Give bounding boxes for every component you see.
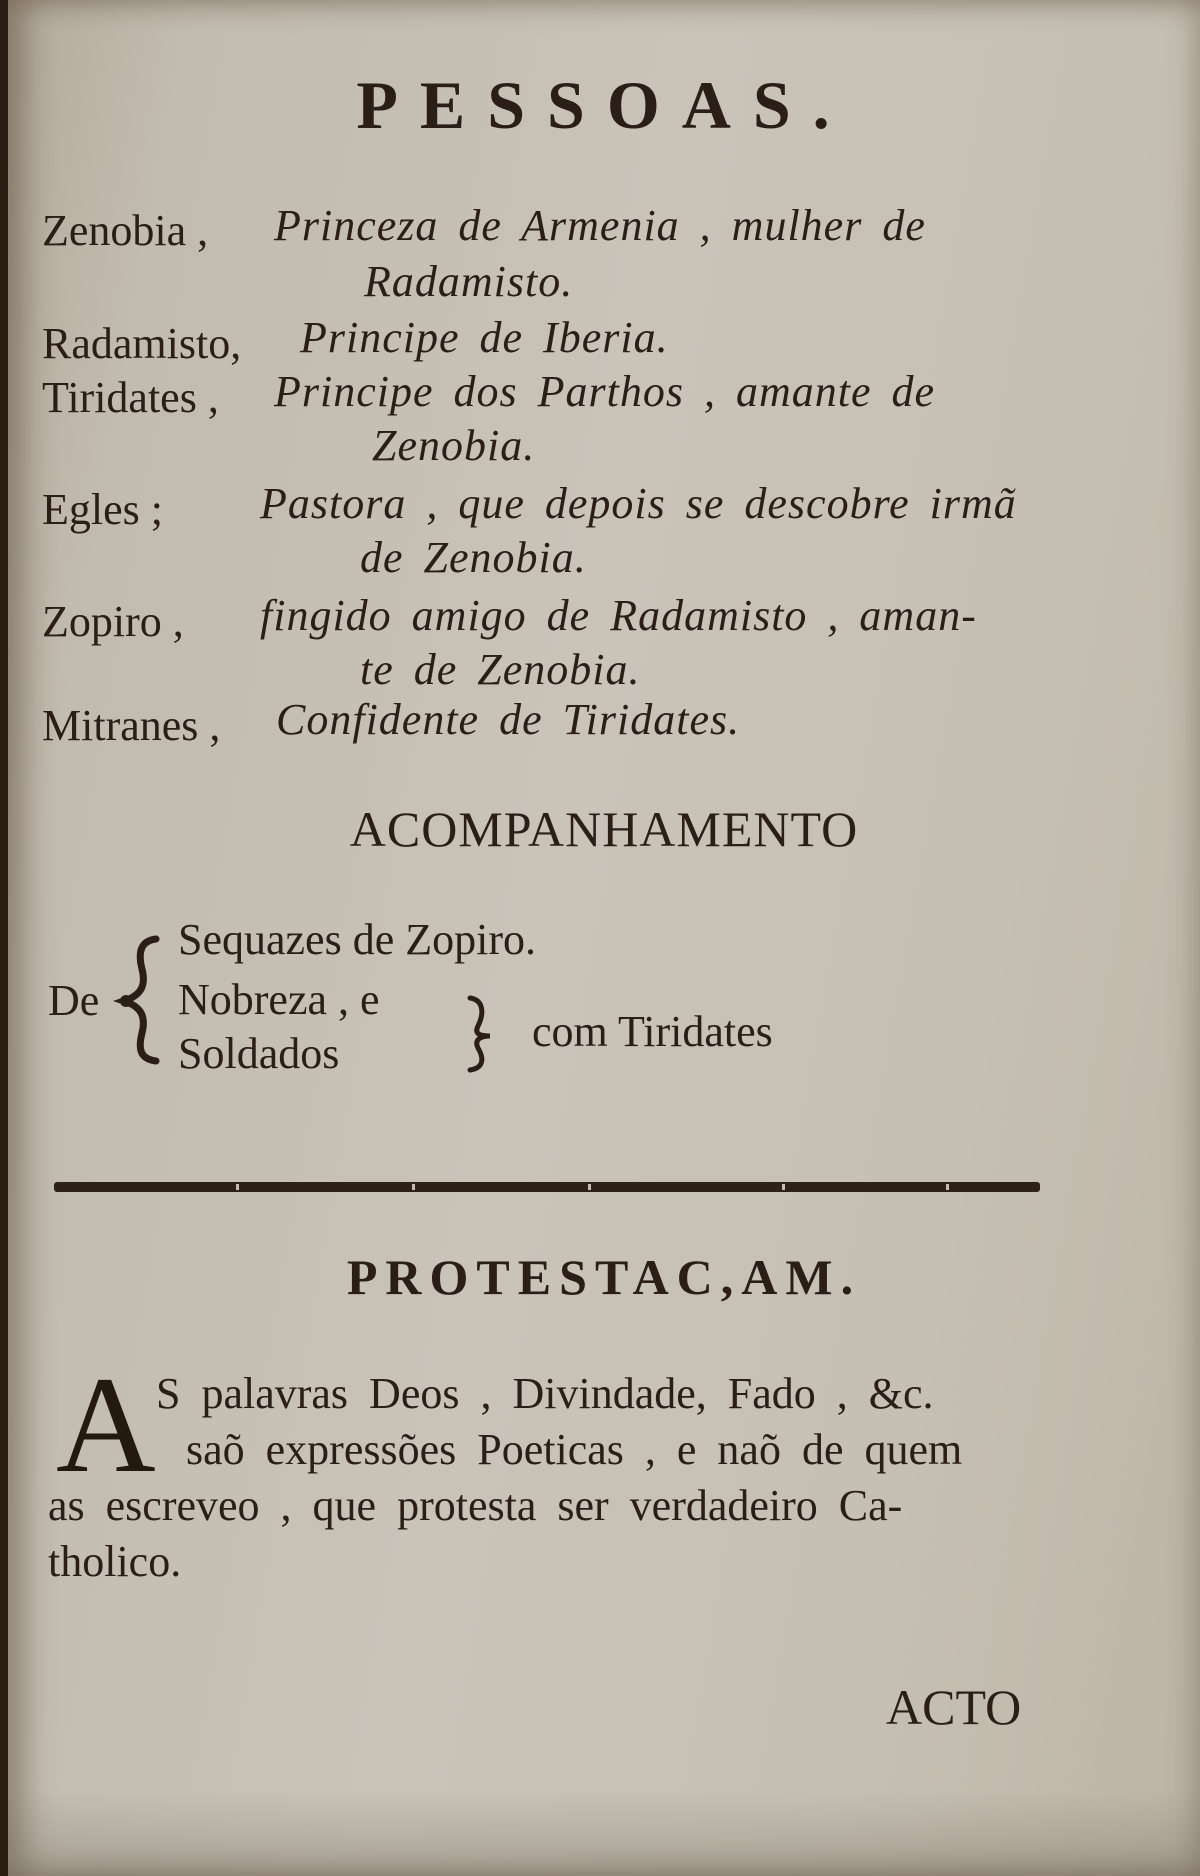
accompaniment-suffix: com Tiridates [532, 1007, 773, 1056]
character-description-cont: Zenobia. [372, 421, 536, 470]
closing-brace-icon [462, 994, 502, 1074]
horizontal-rule [54, 1182, 1040, 1192]
character-name: Zenobia , [42, 206, 209, 255]
character-description: Princeza de Armenia , mulher de [274, 201, 926, 250]
protest-heading: PROTESTAC,AM. [346, 1249, 862, 1305]
character-name: Tiridates , [42, 373, 219, 422]
character-name: Zopiro , [42, 597, 184, 646]
drop-cap: A [56, 1348, 156, 1501]
rule-joint [588, 1184, 591, 1190]
character-description: Principe dos Parthos , amante de [274, 367, 936, 416]
accompaniment-heading: ACOMPANHAMENTO [349, 801, 859, 857]
character-description: Pastora , que depois se descobre irmã [260, 479, 1017, 528]
book-page [8, 0, 1200, 1876]
character-description: fingido amigo de Radamisto , aman- [260, 591, 977, 640]
character-description-cont: Radamisto. [364, 257, 574, 306]
character-description-cont: de Zenobia. [360, 533, 587, 582]
protest-line: saõ expressões Poeticas , e naõ de quem [186, 1425, 963, 1474]
accompaniment-line: Nobreza , e [178, 975, 380, 1024]
page-bottom-shadow [8, 1790, 1200, 1876]
rule-joint [236, 1184, 239, 1190]
rule-joint [782, 1184, 785, 1190]
character-description-cont: te de Zenobia. [360, 645, 641, 694]
protest-line: as escreveo , que protesta ser verdadeiro Ca- [48, 1481, 903, 1530]
rule-joint [946, 1184, 949, 1190]
page-title: PESSOAS. [356, 67, 852, 143]
rule-joint [412, 1184, 415, 1190]
curly-brace-icon [112, 935, 172, 1065]
protest-line: tholico. [48, 1537, 182, 1586]
protest-line: S palavras Deos , Divindade, Fado , &c. [156, 1369, 934, 1418]
accompaniment-prefix: De [48, 976, 100, 1025]
character-name: Radamisto, [42, 319, 242, 368]
character-name: Egles ; [42, 485, 163, 534]
character-name: Mitranes , [42, 701, 221, 750]
character-description: Principe de Iberia. [300, 313, 669, 362]
catchword: ACTO [886, 1679, 1022, 1735]
accompaniment-line: Soldados [178, 1029, 340, 1078]
character-description: Confidente de Tiridates. [276, 695, 741, 744]
accompaniment-line: Sequazes de Zopiro. [178, 915, 536, 964]
